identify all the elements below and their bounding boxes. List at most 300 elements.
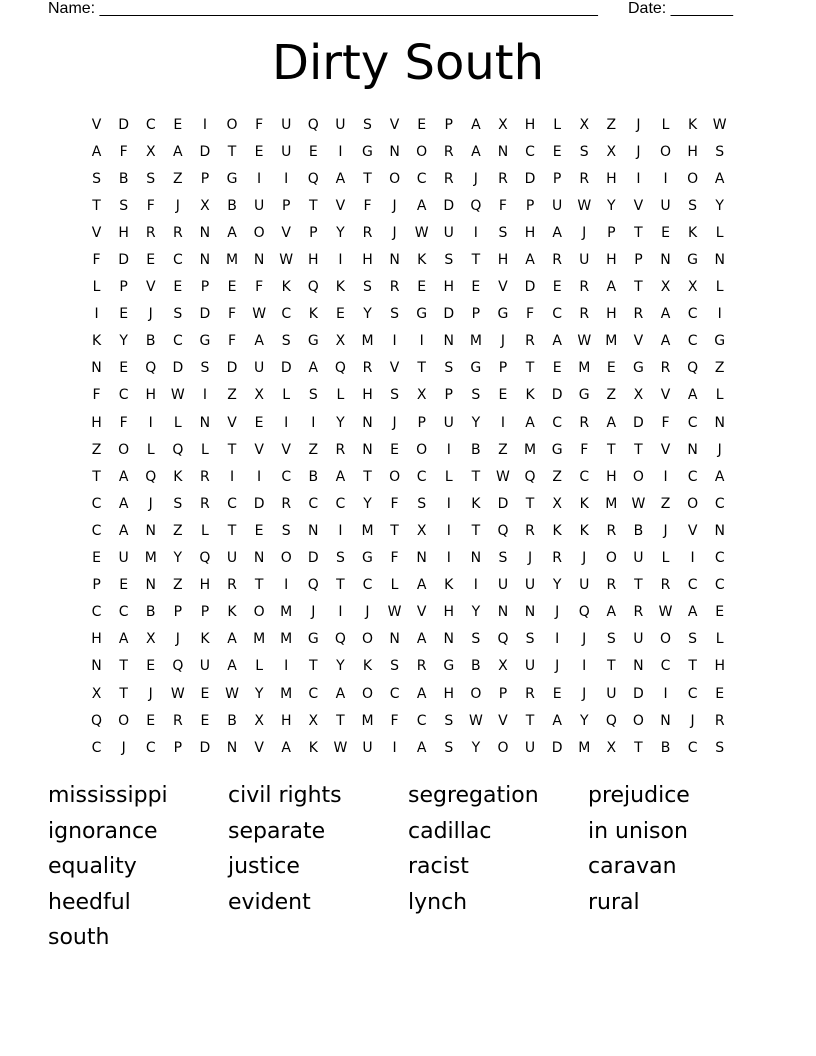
- grid-letter: R: [362, 224, 373, 241]
- word-list-item: cadillac: [408, 818, 492, 844]
- grid-letter: S: [390, 306, 400, 323]
- grid-letter: Y: [607, 197, 616, 214]
- grid-letter: D: [633, 414, 644, 431]
- grid-letter: T: [92, 468, 101, 485]
- grid-letter: U: [253, 197, 265, 214]
- grid-letter: K: [308, 306, 318, 323]
- grid-letter: A: [606, 279, 617, 296]
- grid-letter: M: [225, 252, 239, 269]
- grid-letter: A: [281, 739, 291, 756]
- grid-letter: C: [91, 522, 102, 539]
- grid-letter: I: [257, 468, 262, 485]
- grid-letter: T: [471, 522, 481, 539]
- grid-row: [83, 545, 733, 572]
- grid-letter: J: [663, 522, 668, 539]
- grid-letter: P: [525, 197, 535, 214]
- grid-row: [83, 246, 733, 273]
- grid-letter: O: [280, 550, 292, 567]
- grid-letter: G: [362, 143, 373, 160]
- grid-letter: N: [253, 550, 265, 567]
- grid-letter: I: [446, 441, 451, 458]
- grid-letter: W: [333, 739, 348, 756]
- grid-letter: B: [145, 333, 156, 350]
- grid-letter: A: [416, 739, 427, 756]
- grid-letter: C: [687, 306, 698, 323]
- grid-letter: Q: [307, 577, 319, 594]
- grid-letter: F: [92, 252, 101, 269]
- grid-letter: M: [144, 550, 157, 567]
- grid-row: [83, 111, 733, 138]
- word-list-item: separate: [228, 818, 326, 844]
- grid-letter: W: [414, 224, 429, 241]
- grid-letter: E: [552, 360, 562, 377]
- grid-letter: E: [119, 360, 129, 377]
- grid-letter: H: [714, 658, 725, 675]
- grid-letter: S: [471, 631, 481, 648]
- grid-letter: L: [92, 279, 101, 296]
- grid-letter: R: [579, 279, 590, 296]
- grid-letter: T: [525, 360, 535, 377]
- grid-letter: D: [199, 143, 211, 160]
- grid-letter: P: [634, 252, 643, 269]
- grid-letter: Q: [307, 116, 319, 133]
- grid-letter: Y: [471, 604, 481, 621]
- grid-row: [83, 219, 733, 246]
- word-list-item: prejudice: [588, 783, 690, 808]
- grid-letter: C: [687, 685, 698, 702]
- grid-letter: E: [200, 685, 210, 702]
- grid-letter: S: [688, 197, 698, 214]
- grid-letter: Z: [173, 170, 183, 187]
- grid-row: [83, 355, 733, 382]
- grid-letter: U: [443, 414, 454, 431]
- grid-letter: U: [497, 577, 509, 594]
- grid-letter: L: [715, 279, 724, 296]
- grid-letter: A: [471, 143, 481, 160]
- grid-letter: W: [496, 468, 510, 485]
- grid-letter: Z: [173, 577, 183, 594]
- grid-letter: H: [606, 306, 617, 323]
- grid-row: [83, 734, 733, 761]
- grid-letter: I: [202, 387, 207, 404]
- grid-letter: O: [253, 604, 265, 621]
- grid-letter: Q: [470, 197, 482, 214]
- grid-letter: Q: [145, 468, 157, 485]
- grid-letter: E: [173, 279, 183, 296]
- grid-letter: K: [308, 739, 318, 756]
- grid-letter: R: [362, 360, 373, 377]
- grid-letter: D: [199, 739, 211, 756]
- grid-letter: H: [145, 387, 156, 404]
- grid-letter: V: [335, 197, 346, 214]
- grid-letter: J: [175, 631, 180, 648]
- grid-letter: M: [469, 333, 482, 350]
- grid-letter: C: [416, 468, 427, 485]
- grid-letter: I: [284, 170, 289, 187]
- grid-letter: E: [552, 143, 562, 160]
- grid-letter: A: [525, 414, 535, 431]
- grid-row: [83, 463, 733, 490]
- grid-letter: N: [714, 414, 725, 431]
- grid-letter: A: [118, 495, 129, 512]
- grid-letter: N: [416, 550, 427, 567]
- grid-letter: R: [552, 550, 562, 567]
- grid-letter: E: [92, 550, 101, 567]
- grid-letter: E: [471, 279, 481, 296]
- grid-letter: P: [498, 685, 508, 702]
- grid-letter: Q: [199, 550, 211, 567]
- grid-letter: T: [417, 360, 426, 377]
- grid-letter: D: [253, 495, 265, 512]
- grid-letter: T: [119, 658, 128, 675]
- grid-letter: N: [389, 631, 400, 648]
- grid-letter: V: [389, 360, 400, 377]
- grid-letter: N: [470, 550, 482, 567]
- grid-letter: D: [443, 197, 455, 214]
- grid-letter: J: [582, 550, 587, 567]
- grid-letter: U: [281, 143, 292, 160]
- grid-letter: V: [254, 441, 264, 458]
- grid-row: [83, 572, 733, 599]
- grid-letter: N: [497, 143, 509, 160]
- grid-letter: H: [199, 577, 211, 594]
- grid-letter: V: [660, 441, 671, 458]
- grid-letter: J: [311, 604, 316, 621]
- grid-letter: K: [362, 658, 373, 675]
- grid-letter: I: [473, 224, 478, 241]
- grid-row: [83, 301, 733, 328]
- grid-letter: T: [634, 739, 643, 756]
- grid-letter: Q: [145, 360, 157, 377]
- grid-letter: H: [280, 712, 292, 729]
- grid-letter: L: [146, 441, 155, 458]
- grid-letter: I: [284, 414, 289, 431]
- grid-letter: S: [715, 739, 725, 756]
- grid-letter: O: [687, 170, 699, 187]
- grid-letter: A: [416, 577, 427, 594]
- grid-letter: N: [443, 333, 454, 350]
- grid-letter: C: [172, 252, 183, 269]
- grid-letter: E: [146, 658, 156, 675]
- grid-letter: X: [145, 631, 156, 648]
- date-field-label: Date: _______: [628, 0, 733, 17]
- grid-letter: U: [579, 577, 590, 594]
- grid-letter: O: [389, 170, 401, 187]
- grid-letter: X: [498, 116, 508, 133]
- grid-letter: Y: [363, 495, 372, 512]
- grid-letter: E: [173, 116, 183, 133]
- page-title: Dirty South: [271, 35, 544, 91]
- grid-letter: Q: [307, 170, 319, 187]
- grid-letter: G: [307, 333, 319, 350]
- grid-letter: U: [524, 739, 536, 756]
- word-list-item: caravan: [588, 854, 677, 879]
- grid-letter: X: [308, 712, 319, 729]
- grid-letter: S: [308, 387, 318, 404]
- grid-letter: B: [118, 170, 129, 187]
- grid-letter: H: [91, 414, 102, 431]
- grid-letter: W: [170, 685, 185, 702]
- grid-letter: N: [91, 658, 102, 675]
- grid-letter: P: [200, 170, 210, 187]
- grid-letter: R: [633, 604, 644, 621]
- grid-letter: Y: [119, 333, 128, 350]
- header: [48, 0, 748, 20]
- grid-letter: O: [470, 685, 482, 702]
- grid-letter: O: [361, 685, 373, 702]
- grid-letter: U: [660, 197, 671, 214]
- grid-letter: G: [687, 252, 699, 269]
- grid-letter: I: [663, 685, 668, 702]
- grid-letter: H: [308, 252, 319, 269]
- grid-letter: Q: [91, 712, 103, 729]
- grid-letter: L: [282, 387, 291, 404]
- grid-letter: C: [552, 414, 563, 431]
- grid-letter: E: [417, 116, 427, 133]
- grid-letter: T: [336, 712, 345, 729]
- grid-letter: W: [279, 252, 294, 269]
- grid-letter: C: [525, 143, 535, 160]
- grid-row: [83, 328, 733, 355]
- grid-letter: C: [145, 116, 156, 133]
- grid-letter: R: [606, 522, 617, 539]
- grid-letter: N: [714, 522, 725, 539]
- grid-letter: R: [443, 143, 454, 160]
- grid-letter: A: [335, 685, 346, 702]
- grid-letter: A: [335, 170, 346, 187]
- grid-letter: C: [308, 495, 319, 512]
- grid-letter: A: [687, 387, 698, 404]
- grid-letter: Z: [714, 360, 725, 377]
- grid-letter: O: [416, 441, 428, 458]
- grid-letter: T: [525, 495, 535, 512]
- grid-letter: D: [524, 279, 536, 296]
- grid-letter: L: [715, 224, 724, 241]
- grid-letter: X: [254, 387, 264, 404]
- grid-letter: A: [660, 333, 671, 350]
- grid-letter: J: [555, 604, 560, 621]
- grid-letter: F: [498, 197, 507, 214]
- grid-letter: P: [200, 279, 210, 296]
- grid-letter: R: [579, 306, 590, 323]
- grid-letter: S: [363, 279, 372, 296]
- grid-letter: J: [582, 631, 587, 648]
- grid-letter: M: [605, 333, 618, 350]
- grid-letter: P: [173, 604, 183, 621]
- grid-letter: C: [145, 739, 156, 756]
- grid-letter: K: [281, 279, 291, 296]
- word-list-item: lynch: [408, 889, 468, 915]
- word-list-item: segregation: [408, 783, 539, 808]
- word-list: [48, 778, 768, 956]
- grid-letter: F: [255, 116, 264, 133]
- grid-row: [83, 490, 733, 517]
- grid-row: [83, 382, 733, 409]
- grid-letter: Y: [336, 224, 345, 241]
- grid-letter: A: [416, 685, 427, 702]
- grid-letter: E: [254, 414, 264, 431]
- grid-letter: I: [582, 658, 587, 675]
- grid-letter: A: [335, 468, 346, 485]
- word-list-item: rural: [588, 889, 640, 915]
- grid-letter: S: [444, 360, 454, 377]
- grid-letter: N: [199, 414, 211, 431]
- grid-letter: T: [336, 577, 345, 594]
- grid-letter: R: [200, 468, 210, 485]
- grid-letter: E: [606, 360, 616, 377]
- grid-letter: C: [91, 604, 102, 621]
- word-list-item: equality: [48, 854, 137, 879]
- grid-letter: N: [443, 631, 454, 648]
- grid-letter: P: [498, 360, 508, 377]
- grid-letter: Z: [606, 387, 617, 404]
- grid-letter: X: [606, 143, 617, 160]
- grid-letter: I: [94, 306, 99, 323]
- grid-letter: N: [226, 739, 238, 756]
- grid-letter: I: [419, 333, 424, 350]
- grid-letter: B: [660, 739, 671, 756]
- grid-letter: T: [634, 279, 643, 296]
- grid-letter: T: [254, 577, 264, 594]
- grid-letter: G: [578, 387, 590, 404]
- grid-letter: J: [500, 333, 506, 350]
- grid-letter: I: [257, 170, 262, 187]
- grid-letter: C: [687, 739, 698, 756]
- grid-letter: N: [362, 441, 373, 458]
- grid-row: [83, 436, 733, 463]
- grid-letter: D: [307, 550, 319, 567]
- grid-letter: V: [281, 441, 291, 458]
- grid-letter: S: [525, 631, 535, 648]
- grid-letter: I: [446, 522, 451, 539]
- grid-letter: F: [227, 306, 237, 323]
- grid-letter: P: [417, 414, 426, 431]
- grid-letter: A: [552, 224, 562, 241]
- word-list-item: mississippi: [48, 783, 168, 808]
- grid-letter: W: [468, 712, 483, 729]
- grid-letter: H: [118, 224, 129, 241]
- grid-letter: Z: [173, 522, 183, 539]
- grid-letter: U: [579, 252, 590, 269]
- grid-letter: L: [553, 116, 562, 133]
- grid-letter: K: [444, 577, 454, 594]
- grid-letter: Y: [715, 197, 724, 214]
- grid-letter: I: [473, 577, 478, 594]
- grid-letter: E: [200, 712, 210, 729]
- grid-letter: Q: [497, 631, 509, 648]
- grid-letter: M: [361, 333, 374, 350]
- grid-letter: N: [389, 143, 400, 160]
- grid-letter: Q: [524, 468, 536, 485]
- grid-letter: A: [687, 604, 698, 621]
- grid-letter: E: [715, 604, 725, 621]
- grid-letter: I: [690, 550, 695, 567]
- grid-letter: J: [555, 658, 560, 675]
- grid-letter: H: [443, 685, 455, 702]
- grid-letter: T: [471, 468, 481, 485]
- grid-letter: L: [715, 387, 724, 404]
- grid-letter: S: [92, 170, 101, 187]
- grid-letter: B: [633, 522, 644, 539]
- grid-letter: X: [498, 658, 508, 675]
- grid-letter: T: [309, 658, 318, 675]
- grid-letter: C: [362, 577, 373, 594]
- grid-letter: C: [714, 577, 725, 594]
- grid-letter: T: [471, 252, 481, 269]
- grid-letter: Z: [308, 441, 319, 458]
- grid-letter: Q: [334, 631, 346, 648]
- grid-letter: U: [633, 550, 644, 567]
- grid-letter: R: [389, 279, 400, 296]
- grid-letter: I: [500, 414, 506, 431]
- grid-letter: R: [145, 224, 156, 241]
- grid-letter: E: [417, 279, 427, 296]
- grid-letter: W: [712, 116, 727, 133]
- grid-letter: E: [498, 387, 508, 404]
- grid-letter: N: [199, 252, 211, 269]
- grid-letter: I: [446, 550, 451, 567]
- grid-letter: O: [118, 712, 130, 729]
- grid-letter: K: [227, 604, 237, 621]
- name-field-label: Name: ________________________________________________________: [48, 0, 598, 17]
- grid-letter: U: [335, 116, 346, 133]
- grid-letter: T: [363, 468, 372, 485]
- grid-letter: C: [118, 387, 129, 404]
- grid-letter: J: [175, 197, 180, 214]
- grid-letter: S: [444, 712, 454, 729]
- grid-letter: S: [281, 333, 291, 350]
- grid-row: [83, 626, 733, 653]
- grid-letter: H: [524, 116, 536, 133]
- grid-letter: D: [118, 116, 130, 133]
- grid-letter: R: [227, 577, 237, 594]
- grid-letter: K: [688, 116, 698, 133]
- grid-letter: A: [552, 712, 562, 729]
- grid-letter: N: [714, 252, 725, 269]
- grid-letter: C: [91, 495, 102, 512]
- grid-letter: P: [309, 224, 318, 241]
- grid-letter: U: [253, 360, 265, 377]
- grid-letter: I: [338, 522, 343, 539]
- grid-letter: G: [362, 550, 373, 567]
- grid-letter: Y: [471, 414, 481, 431]
- grid-letter: R: [525, 685, 535, 702]
- word-list-item: south: [48, 925, 110, 950]
- word-list-item: racist: [408, 854, 469, 879]
- grid-letter: H: [362, 387, 373, 404]
- grid-letter: O: [632, 712, 644, 729]
- grid-letter: A: [91, 143, 102, 160]
- grid-letter: K: [579, 522, 589, 539]
- grid-letter: S: [606, 631, 616, 648]
- grid-letter: P: [471, 306, 481, 323]
- grid-letter: W: [387, 604, 402, 621]
- grid-letter: E: [308, 143, 318, 160]
- grid-letter: S: [579, 143, 589, 160]
- grid-letter: O: [416, 143, 428, 160]
- grid-letter: A: [227, 631, 237, 648]
- grid-letter: D: [118, 252, 130, 269]
- grid-letter: C: [172, 333, 183, 350]
- grid-letter: B: [227, 712, 237, 729]
- grid-letter: T: [390, 522, 399, 539]
- grid-letter: U: [524, 577, 536, 594]
- grid-letter: U: [362, 739, 373, 756]
- grid-letter: Q: [334, 360, 346, 377]
- grid-letter: N: [145, 577, 156, 594]
- grid-letter: V: [498, 279, 508, 296]
- grid-letter: D: [172, 360, 184, 377]
